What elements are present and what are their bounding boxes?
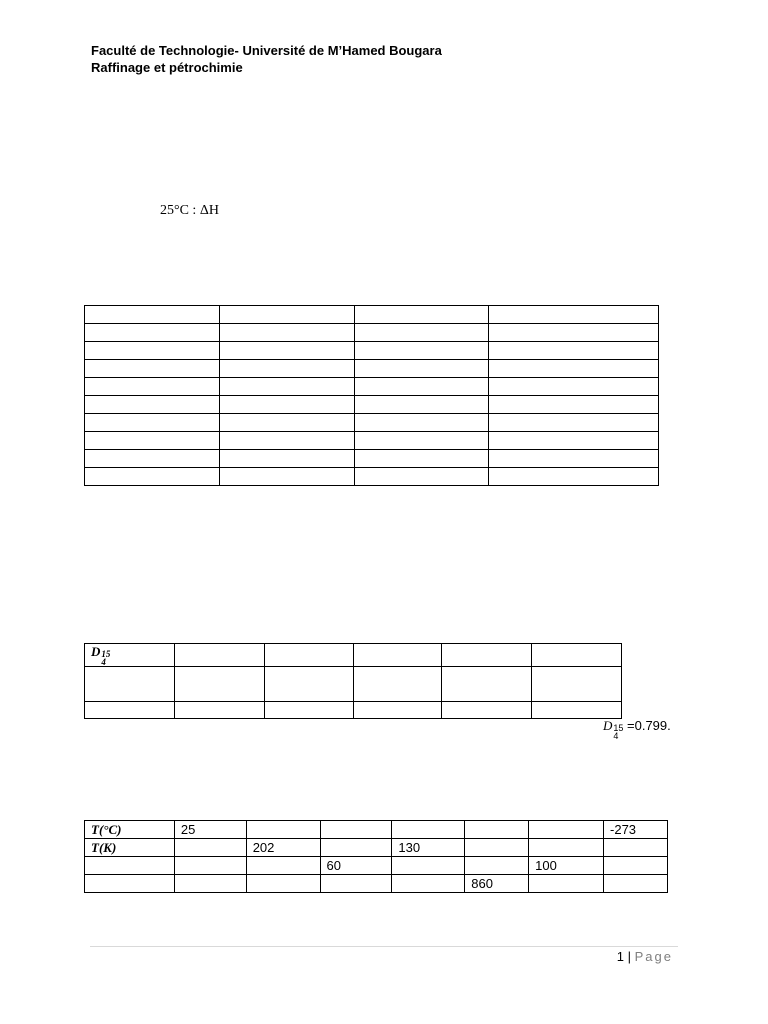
table-cell: 130 [392, 839, 465, 857]
density-symbol: D [91, 644, 101, 659]
equation-text: 25°C : ΔH [160, 203, 219, 218]
table-cell [320, 875, 392, 893]
table-cell: 860 [465, 875, 529, 893]
table-cell [604, 875, 668, 893]
table-cell [489, 360, 659, 378]
table-cell [353, 644, 442, 667]
table-cell [85, 342, 220, 360]
table-cell [604, 839, 668, 857]
table-cell [465, 839, 529, 857]
table-cell [219, 414, 354, 432]
footer-separator: | [624, 949, 635, 964]
table-cell [174, 644, 264, 667]
table-cell [353, 702, 442, 719]
table-cell [85, 857, 175, 875]
table-cell [529, 821, 604, 839]
density-header-cell [85, 644, 175, 667]
table-cell [529, 875, 604, 893]
table-cell [354, 414, 489, 432]
table-cell: 60 [320, 857, 392, 875]
table-cell [219, 468, 354, 486]
table-row [85, 468, 659, 486]
table-cell [353, 667, 442, 702]
table-cell [354, 450, 489, 468]
table-cell [354, 396, 489, 414]
density-note-sub: 4 [613, 731, 619, 741]
table-cell [489, 378, 659, 396]
document-header [91, 42, 442, 76]
table-cell [489, 432, 659, 450]
table-row [85, 378, 659, 396]
table-cell [320, 821, 392, 839]
table-cell [219, 396, 354, 414]
table-cell [85, 667, 175, 702]
table-row [85, 324, 659, 342]
table-cell [532, 667, 622, 702]
table-cell [246, 857, 320, 875]
table-cell [264, 667, 353, 702]
page-number: 1 [616, 949, 625, 964]
table-cell [219, 306, 354, 324]
table-cell [354, 324, 489, 342]
table-row [85, 342, 659, 360]
table-cell [489, 342, 659, 360]
table-cell [85, 414, 220, 432]
table-cell [85, 378, 220, 396]
table-cell [219, 324, 354, 342]
table-row [85, 432, 659, 450]
header-course: Raffinage et pétrochimie [91, 60, 243, 75]
table-cell [219, 378, 354, 396]
table-cell [85, 702, 175, 719]
table-cell [320, 839, 392, 857]
table-density [84, 643, 622, 719]
table-cell [465, 857, 529, 875]
row-label-kelvin: T(K) [85, 839, 175, 857]
table-cell [85, 450, 220, 468]
table-cell: 202 [246, 839, 320, 857]
table-cell [442, 644, 532, 667]
table-cell [442, 702, 532, 719]
table-cell [392, 857, 465, 875]
table-cell [174, 857, 246, 875]
density-note-sup: 15 [613, 723, 624, 733]
table-cell [264, 644, 353, 667]
table-cell [85, 360, 220, 378]
table-cell [354, 468, 489, 486]
page-footer [617, 949, 673, 964]
table-cell [489, 396, 659, 414]
table-cell [174, 667, 264, 702]
table-cell [85, 875, 175, 893]
table-cell [174, 875, 246, 893]
table-cell: -273 [604, 821, 668, 839]
table-cell [354, 432, 489, 450]
table-cell [85, 396, 220, 414]
table-row [85, 306, 659, 324]
footer-divider [90, 946, 678, 947]
header-institution: Faculté de Technologie- Université de M’Hamed Bougara [91, 43, 442, 58]
density-sub: 4 [101, 657, 106, 667]
table-cell [489, 450, 659, 468]
table-empty-grid [84, 305, 659, 486]
table-cell [85, 324, 220, 342]
table-cell [219, 342, 354, 360]
table-cell [85, 432, 220, 450]
table-temperature [84, 820, 668, 893]
table-cell [264, 702, 353, 719]
table-cell [354, 306, 489, 324]
table-row [85, 414, 659, 432]
row-label-celsius: T(°C) [85, 821, 175, 839]
table-cell [532, 644, 622, 667]
density-note [603, 718, 671, 740]
density-note-value: =0.799. [623, 718, 671, 733]
density-note-symbol: D [603, 718, 613, 733]
table-cell [354, 360, 489, 378]
table-row [85, 396, 659, 414]
table-cell [219, 432, 354, 450]
table-cell [219, 450, 354, 468]
table-cell [442, 667, 532, 702]
table-cell [465, 821, 529, 839]
density-sup: 15 [101, 649, 111, 659]
table-cell [604, 857, 668, 875]
table-cell [489, 306, 659, 324]
table-row [85, 360, 659, 378]
table-cell [489, 414, 659, 432]
table-row [85, 450, 659, 468]
table-cell [489, 324, 659, 342]
table-cell [85, 306, 220, 324]
table-cell [174, 702, 264, 719]
table-cell [354, 342, 489, 360]
table-cell [529, 839, 604, 857]
table-cell [85, 468, 220, 486]
table-cell [174, 839, 246, 857]
table-cell [246, 875, 320, 893]
table-cell: 100 [529, 857, 604, 875]
table-cell: 25 [174, 821, 246, 839]
table-cell [354, 378, 489, 396]
table-cell [392, 875, 465, 893]
table-cell [392, 821, 465, 839]
table-cell [489, 468, 659, 486]
page-label: Page [634, 949, 673, 964]
table-cell [246, 821, 320, 839]
table-cell [219, 360, 354, 378]
table-cell [532, 702, 622, 719]
